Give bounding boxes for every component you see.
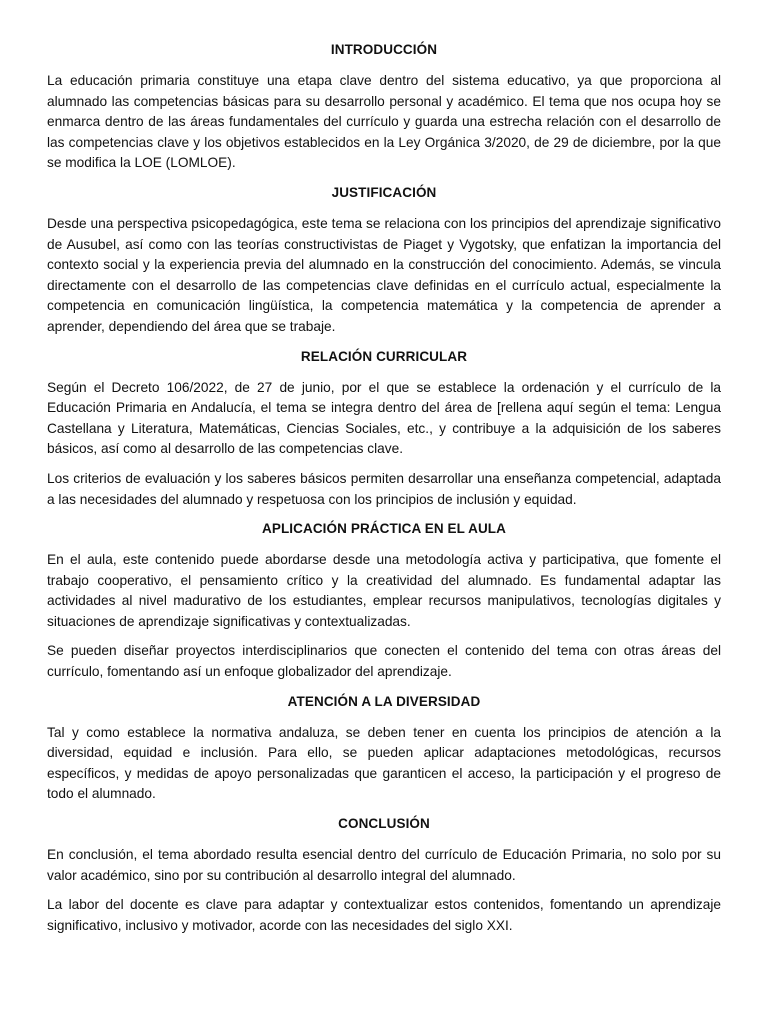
paragraph: La educación primaria constituye una etapa clave dentro del sistema educativo, ya que proporciona al alumnado las competencias básicas para su desarrollo personal y académico. El tema que nos ocupa hoy se enmarca dentro de las áreas fundamentales del currículo y guarda una estrecha relación con el desarrollo de las competencias clave y los objetivos establecidos en la Ley Orgánica 3/2020, de 29 de diciembre, por la que se modifica la LOE (LOMLOE). <box>47 73 721 171</box>
section-title: JUSTIFICACIÓN <box>331 184 437 200</box>
paragraph: Desde una perspectiva psicopedagógica, este tema se relaciona con los principios del aprendizaje significativo de Ausubel, así como con las teorías constructivistas de Piaget y Vygotsky, que enfatizan la importancia del contexto social y la experiencia previa del alumnado en la construcción del conocimiento. Además, se vincula directamente con el desarrollo de las competencias clave definidas en el currículo actual, especialmente la competencia en comunicación lingüística, la competencia matemática y la competencia de aprender a aprender, dependiendo del área que se trabaje. <box>47 215 721 334</box>
section-title: RELACIÓN CURRICULAR <box>300 348 468 364</box>
section-title: ATENCIÓN A LA DIVERSIDAD <box>287 693 481 709</box>
paragraph: Se pueden diseñar proyectos interdisciplinarios que conecten el contenido del tema con otras áreas del currículo, fomentando así un enfoque globalizador del aprendizaje. <box>47 643 721 680</box>
section-introduccion <box>47 40 721 174</box>
section-justificacion <box>47 183 721 338</box>
section-atencion-diversidad <box>47 692 721 805</box>
paragraph: Tal y como establece la normativa andaluza, se deben tener en cuenta los principios de atención a la diversidad, equidad e inclusión. Para ello, se pueden aplicar adaptaciones metodológicas, recursos específicos, y medidas de apoyo personalizadas que garanticen el acceso, la participación y el progreso de todo el alumnado. <box>47 724 721 802</box>
section-aplicacion-practica <box>47 519 721 683</box>
section-title: CONCLUSIÓN <box>338 816 430 832</box>
document-page <box>47 40 721 945</box>
paragraph: Según el Decreto 106/2022, de 27 de junio, por el que se establece la ordenación y el currículo de la Educación Primaria en Andalucía, el tema se integra dentro del área de [rellena aquí según el tema: Lengua Castellana y Literatura, Matemáticas, Ciencias Sociales, etc., y contribuye a la adquisición de los saberes básicos, así como al desarrollo de las competencias clave. <box>47 379 721 457</box>
paragraph: En conclusión, el tema abordado resulta esencial dentro del currículo de Educación Primaria, no solo por su valor académico, sino por su contribución al desarrollo integral del alumnado. <box>47 847 721 883</box>
paragraph: Los criterios de evaluación y los saberes básicos permiten desarrollar una enseñanza competencial, adaptada a las necesidades del alumnado y respetuosa con los principios de inclusión y equidad. <box>47 470 721 507</box>
paragraph: En el aula, este contenido puede abordarse desde una metodología activa y participativa, que fomente el trabajo cooperativo, el pensamiento crítico y la creatividad del alumnado. Es fundamental adaptar las actividades al nivel madurativo de los estudiantes, emplear recursos manipulativos, tecnologías digitales y situaciones de aprendizaje significativas y contextualizadas. <box>47 552 721 629</box>
paragraph: La labor del docente es clave para adaptar y contextualizar estos contenidos, fomentando un aprendizaje significativo, inclusivo y motivador, acorde con las necesidades del siglo XXI. <box>47 897 721 933</box>
section-relacion-curricular <box>47 347 721 511</box>
section-conclusion <box>47 814 721 936</box>
section-title: APLICACIÓN PRÁCTICA EN EL AULA <box>261 521 506 537</box>
section-title: INTRODUCCIÓN <box>330 42 438 57</box>
